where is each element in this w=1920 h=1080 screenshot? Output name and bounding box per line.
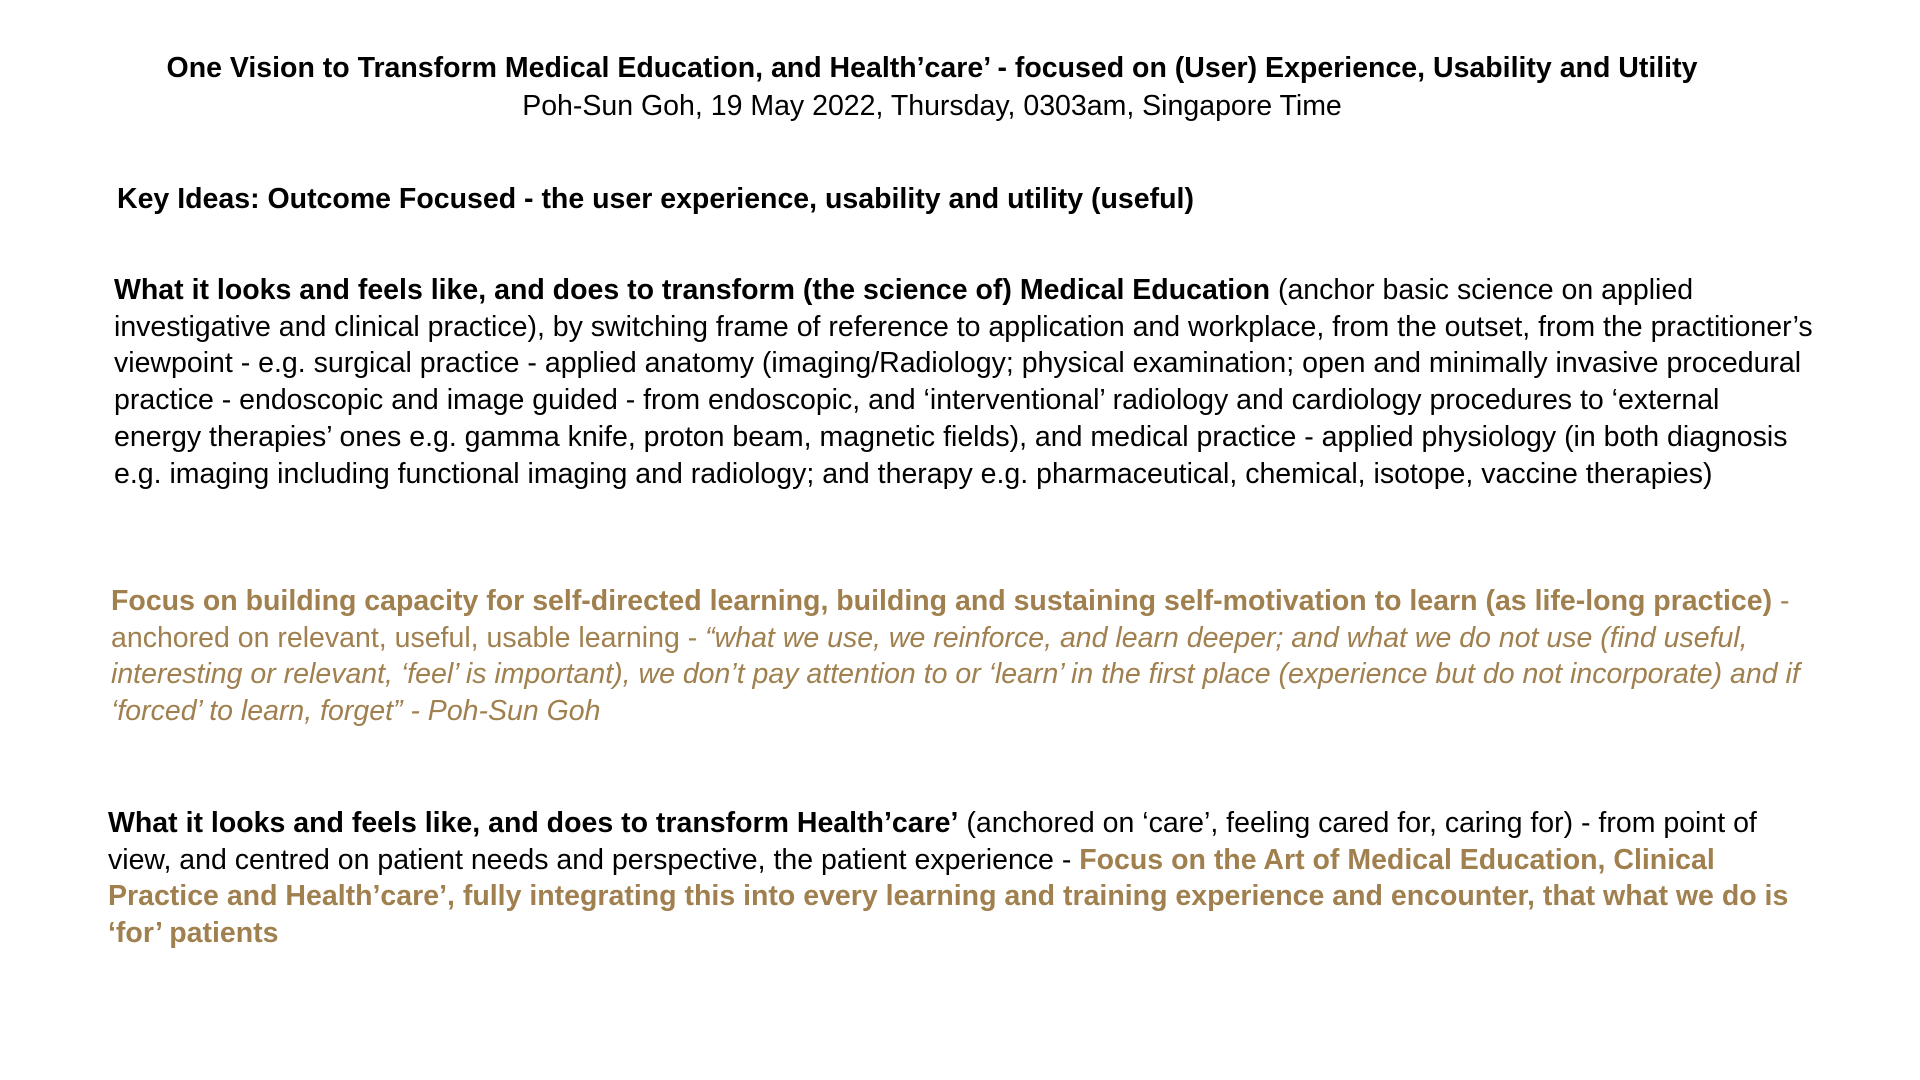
healthcare-focus: Focus on the Art of Medical Education, Clinical Practice and Health’care’, fully integrating this into every learning and training experience and encounter, that what we do is ‘for’ patients xyxy=(108,843,1789,950)
healthcare-paragraph xyxy=(108,805,1808,952)
slide-subtitle: Poh-Sun Goh, 19 May 2022, Thursday, 0303am, Singapore Time xyxy=(522,90,1342,122)
title-block xyxy=(100,49,1764,125)
self-directed-learning-body: - anchored on relevant, useful, usable learning - xyxy=(111,585,1790,654)
self-directed-learning-paragraph xyxy=(111,583,1811,730)
medical-education-lead: What it looks and feels like, and does to transform (the science of) Medical Education xyxy=(114,274,1271,306)
self-directed-learning-lead: Focus on building capacity for self-directed learning, building and sustaining self-motivation to learn (as life-long practice) xyxy=(111,585,1773,617)
medical-education-paragraph xyxy=(114,272,1814,492)
healthcare-body: (anchored on ‘care’, feeling cared for, caring for) - from point of view, and centred on patient needs and perspective, the patient experience - xyxy=(108,807,1757,876)
healthcare-lead: What it looks and feels like, and does to transform Health’care’ xyxy=(108,807,959,839)
key-ideas-heading: Key Ideas: Outcome Focused - the user experience, usability and utility (useful) xyxy=(117,183,1194,215)
medical-education-body: (anchor basic science on applied investigative and clinical practice), by switching frame of reference to application and workplace, from the outset, from the practitioner’s viewpoint - e.g. surgical practice - applied anatomy (imaging/Radiology; physical examination; open and minimally invasive procedural practice - endoscopic and image guided - from endoscopic, and ‘interventional’ radiology and cardiology procedures to ‘external energy therapies’ ones e.g. gamma knife, proton beam, magnetic fields), and medical practice - applied physiology (in both diagnosis e.g. imaging including functional imaging and radiology; and therapy e.g. pharmaceutical, chemical, isotope, vaccine therapies) xyxy=(114,274,1813,490)
slide-title: One Vision to Transform Medical Education, and Health’care’ - focused on (User) Experience, Usability and Utility xyxy=(166,52,1698,84)
self-directed-learning-quote: “what we use, we reinforce, and learn deeper; and what we do not use (find useful, interesting or relevant, ‘feel’ is important), we don’t pay attention to or ‘learn’ in the first place (experience but do not incorporate) and if ‘forced’ to learn, forget” - Poh-Sun Goh xyxy=(111,621,1800,728)
